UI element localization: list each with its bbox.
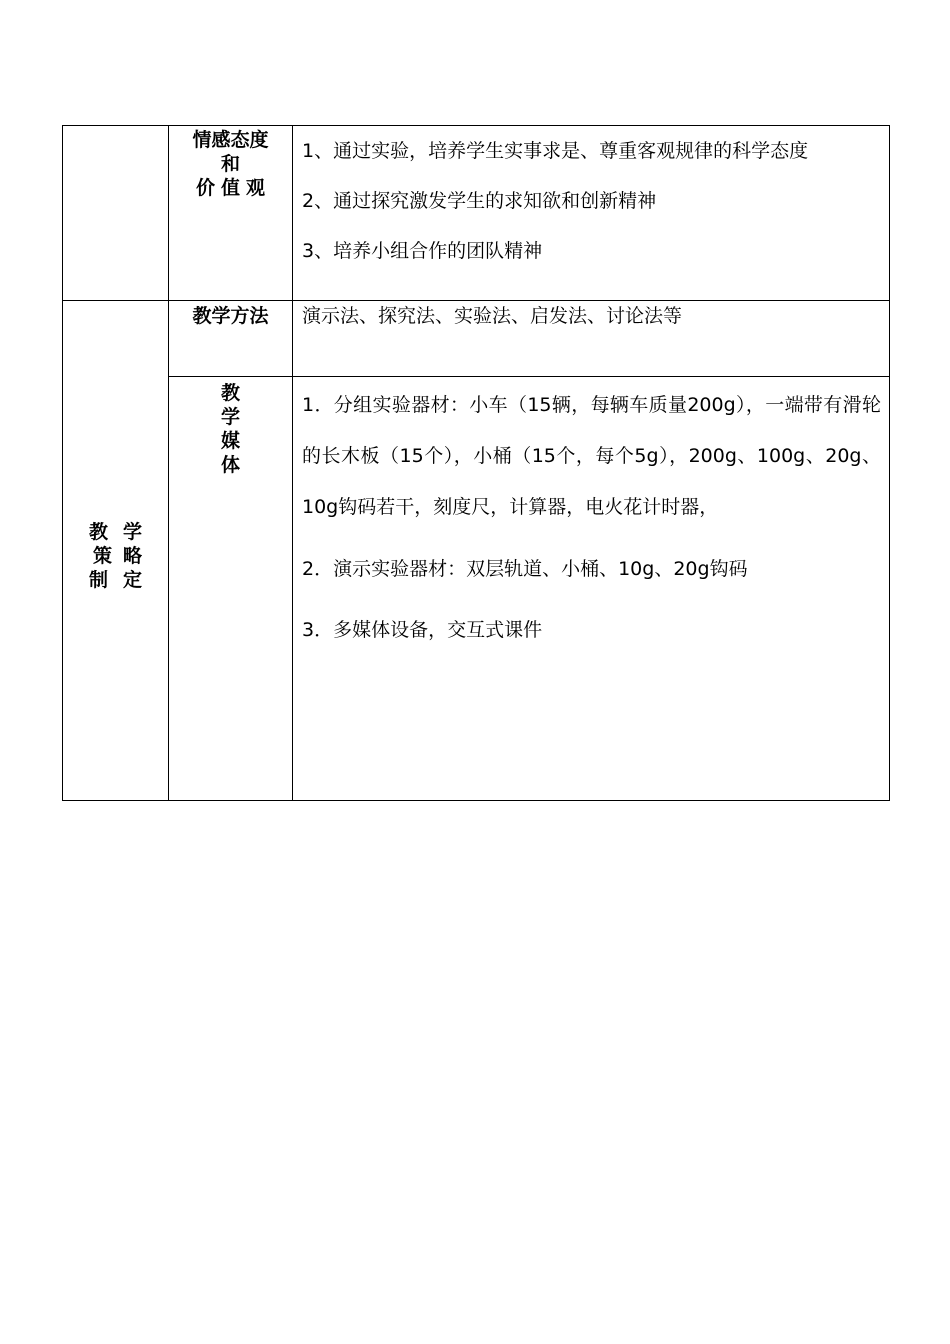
affect-item-3: 3、培养小组合作的团队精神 [302,240,543,262]
group-char: 略 [122,544,142,567]
media-header-char: 体 [220,454,240,476]
affect-header-line1: 情感态度 [192,129,269,151]
media-item-3: 3．多媒体设备，交互式课件 [302,619,543,641]
media-header-char: 媒 [220,430,240,452]
method-text: 演示法、探究法、实验法、启发法、讨论法等 [302,305,683,327]
media-header [219,377,243,477]
media-header-cell [169,377,293,801]
affect-item-2: 2、通过探究激发学生的求知欲和创新精神 [302,190,657,212]
method-row [63,301,890,377]
group-char: 制 [88,568,108,591]
strategy-group-cell [63,301,169,801]
affect-header-cell [169,126,293,301]
empty-group-cell [63,126,169,301]
group-char: 学 [122,520,142,543]
method-header-cell [169,301,293,377]
affect-header [169,126,292,200]
media-item-2: 2．演示实验器材：双层轨道、小桶、10g、20g钩码 [302,558,748,580]
media-item-1: 1．分组实验器材：小车（15辆，每辆车质量200g），一端带有滑轮的长木板（15个），小桶（15个，每个5g），200g、100g、20g、10g钩码若干，刻度尺，计算器，电火花计时器， [302,394,881,518]
affect-row [63,126,890,301]
group-char: 策 [92,544,112,567]
affect-item-1: 1、通过实验，培养学生实事求是、尊重客观规律的科学态度 [302,140,809,162]
media-header-char: 教 [220,382,240,404]
group-char: 定 [122,568,142,591]
media-row [63,377,890,801]
affect-content-cell [293,126,890,301]
method-content-cell [293,301,890,377]
group-char: 教 [88,520,108,543]
media-header-char: 学 [220,406,240,428]
method-header: 教学方法 [192,305,269,327]
strategy-group-label [84,520,148,592]
media-content-cell [293,377,890,801]
affect-header-line2: 和 [220,153,240,175]
lesson-plan-table [62,125,890,801]
affect-header-line3: 价值观 [195,177,271,199]
